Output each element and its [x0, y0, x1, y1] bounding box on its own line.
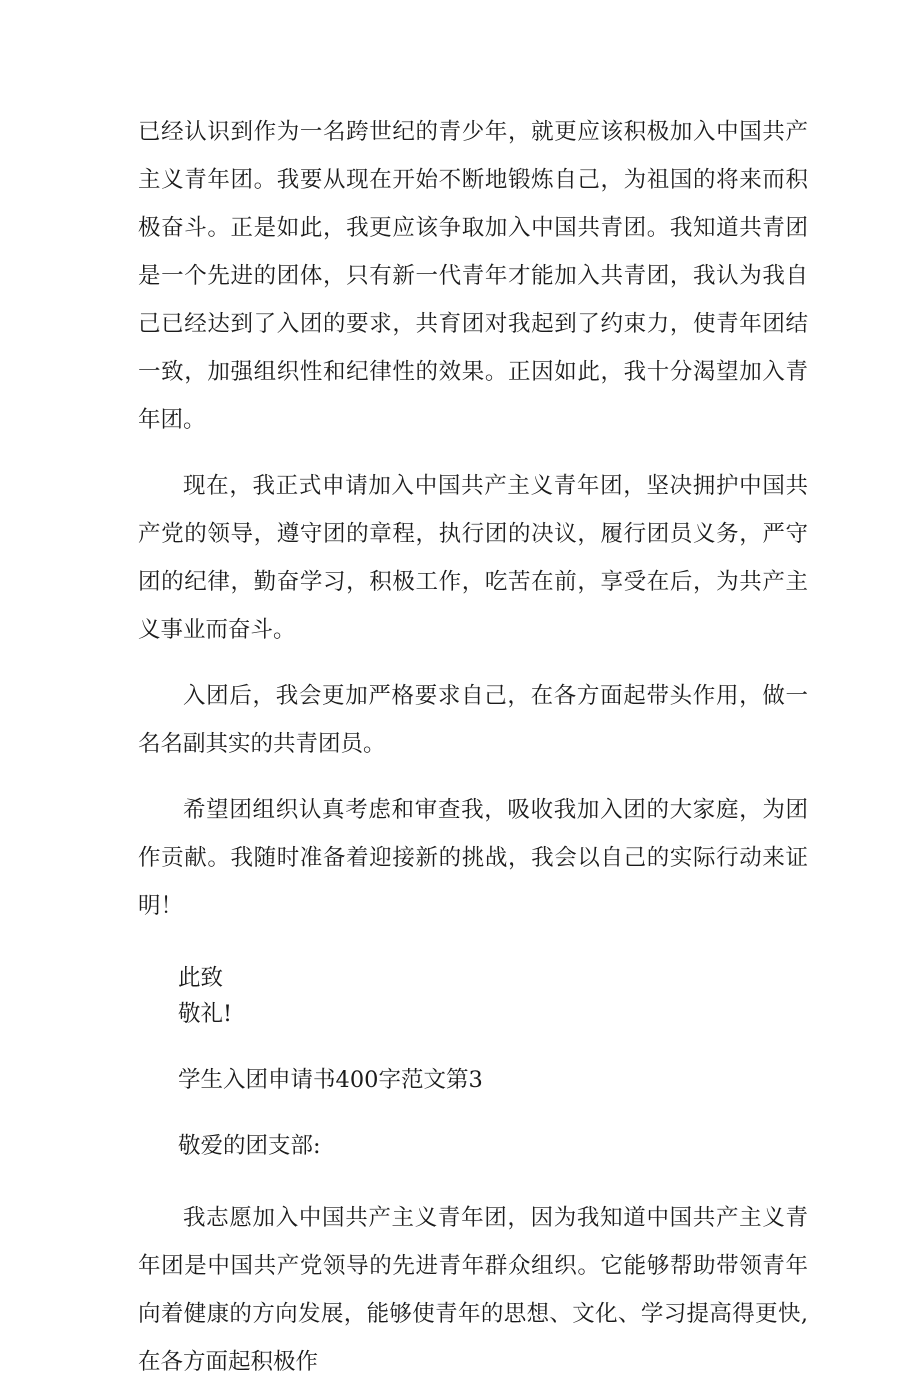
closing-jingli: 敬礼!	[178, 1001, 233, 1027]
salutation: 敬爱的团支部:	[178, 1133, 321, 1159]
paragraph-volunteer: 我志愿加入中国共产主义青年团，因为我知道中国共产主义青年团是中国共产党领导的先进青年群众组织。它能够帮助带领青年向着健康的方向发展，能够使青年的思想、文化、学习提高得更快,在各方面起积极作	[138, 1205, 808, 1375]
paragraph-after-joining: 入团后，我会更加严格要求自己，在各方面起带头作用，做一名名副其实的共青团员。	[138, 683, 808, 757]
paragraph-formal-application: 现在，我正式申请加入中国共产主义青年团，坚决拥护中国共产党的领导，遵守团的章程，执行团的决议，履行团员义务，严守团的纪律，勤奋学习，积极工作，吃苦在前，享受在后，为共产主义事业而奋斗。	[138, 473, 808, 643]
closing-cizhi: 此致	[178, 965, 224, 991]
paragraph-continuation: 已经认识到作为一名跨世纪的青少年，就更应该积极加入中国共产主义青年团。我要从现在开始不断地锻炼自己，为祖国的将来而积极奋斗。正是如此，我更应该争取加入中国共青团。我知道共青团是一个先进的团体，只有新一代青年才能加入共青团，我认为我自己已经达到了入团的要求，共育团对我起到了约束力，使青年团结一致，加强组织性和纪律性的效果。正因如此，我十分渴望加入青年团。	[138, 119, 808, 433]
section-heading: 学生入团申请书400字范文第3	[178, 1067, 483, 1093]
paragraph-hope: 希望团组织认真考虑和审查我，吸收我加入团的大家庭，为团作贡献。我随时准备着迎接新的挑战，我会以自己的实际行动来证明！	[138, 797, 808, 919]
